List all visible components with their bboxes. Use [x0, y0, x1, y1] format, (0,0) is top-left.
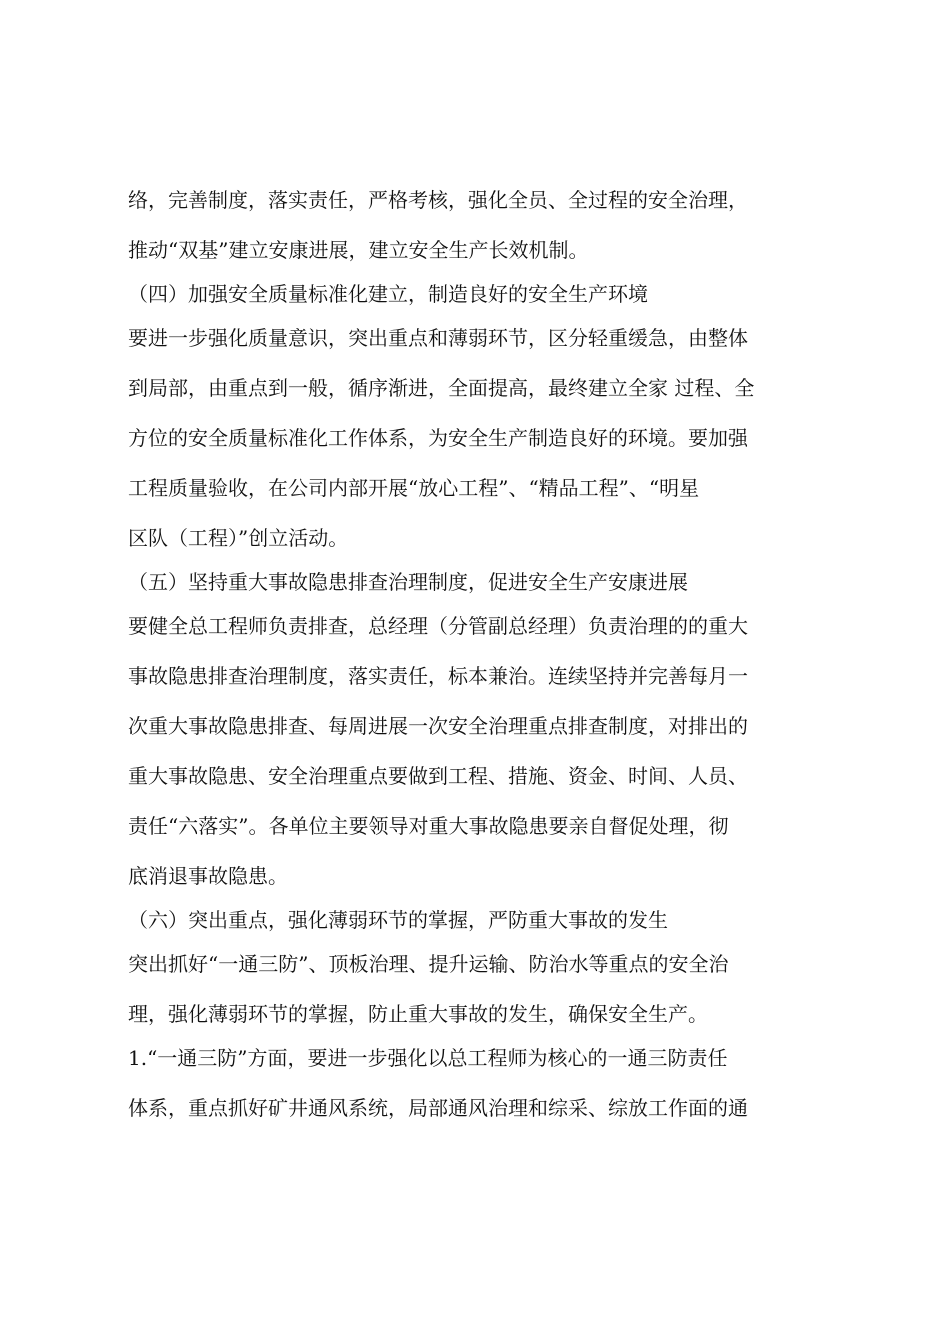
text-line: 责任“六落实”。各单位主要领导对重大事故隐患要亲自督促处理，彻: [128, 814, 729, 838]
text-line: 工程质量验收，在公司内部开展“放心工程”、“精品工程”、“明星: [128, 476, 700, 500]
text-line: 络，完善制度，落实责任，严格考核，强化全员、全过程的安全治理，: [128, 188, 748, 212]
section-heading-5: （五）坚持重大事故隐患排查治理制度，促进安全生产安康进展: [128, 570, 688, 594]
document-body: [128, 183, 828, 1141]
text-line: 突出抓好“一通三防”、顶板治理、提升运输、防治水等重点的安全治: [128, 952, 729, 976]
text-line: 到局部，由重点到一般，循序渐进，全面提高，最终建立全家 过程、全: [128, 376, 755, 400]
text-line: 底消退事故隐患。: [128, 864, 288, 888]
text-line: 重大事故隐患、安全治理重点要做到工程、措施、资金、时间、人员、: [128, 764, 748, 788]
section-heading-4: （四）加强安全质量标准化建立，制造良好的安全生产环境: [128, 282, 648, 306]
text-line: 推动“双基”建立安康进展，建立安全生产长效机制。: [128, 238, 589, 262]
text-line: 理，强化薄弱环节的掌握，防止重大事故的发生，确保安全生产。: [128, 1002, 708, 1026]
text-line: 区队（工程）”创立活动。: [128, 526, 349, 550]
text-line: 要健全总工程师负责排查，总经理（分管副总经理）负责治理的的重大: [128, 614, 748, 638]
text-line: 体系，重点抓好矿井通风系统，局部通风治理和综采、综放工作面的通: [128, 1096, 748, 1120]
section-heading-6: （六）突出重点，强化薄弱环节的掌握，严防重大事故的发生: [128, 908, 668, 932]
text-line: 要进一步强化质量意识，突出重点和薄弱环节，区分轻重缓急，由整体: [128, 326, 748, 350]
text-line: 次重大事故隐患排查、每周进展一次安全治理重点排查制度，对排出的: [128, 714, 748, 738]
text-line: 1.“一通三防”方面，要进一步强化以总工程师为核心的一通三防责任: [128, 1046, 728, 1070]
text-line: 方位的安全质量标准化工作体系，为安全生产制造良好的环境。要加强: [128, 426, 748, 450]
text-line: 事故隐患排查治理制度，落实责任，标本兼治。连续坚持并完善每月一: [128, 664, 748, 688]
